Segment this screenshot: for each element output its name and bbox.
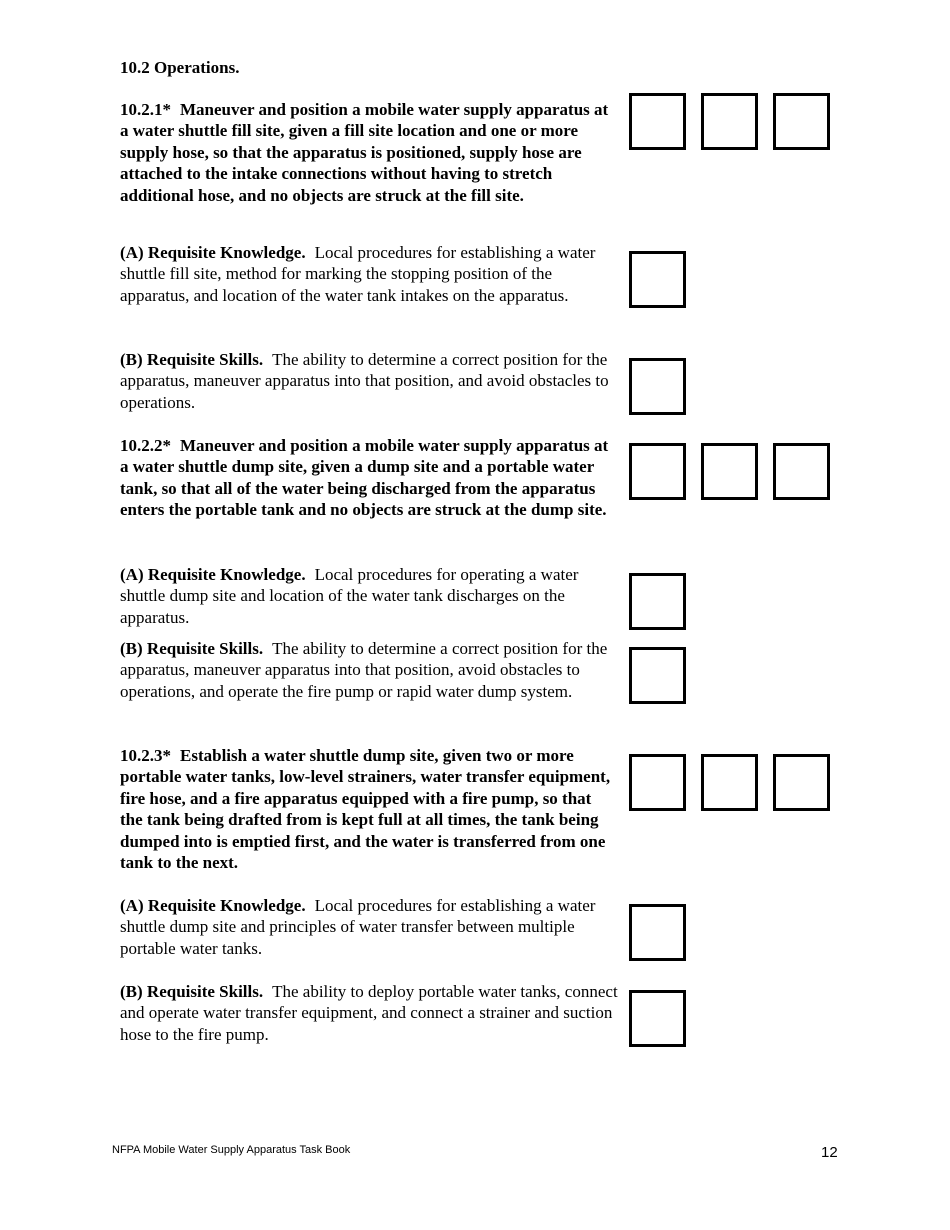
jpr-text: Maneuver and position a mobile water supply apparatus at a water shuttle dump site, given a dump site and a portable water tank, so that all of the water being discharged from the apparatus enters the portable tank and no objects are struck at the dump site. (120, 436, 609, 520)
signoff-checkbox[interactable] (629, 251, 686, 308)
jpr-10-2-3 (120, 745, 618, 873)
signoff-boxes-skills-10-2-3 (629, 990, 686, 1047)
section-heading: 10.2 Operations. (120, 58, 240, 77)
signoff-checkbox[interactable] (629, 647, 686, 704)
signoff-checkbox[interactable] (629, 358, 686, 415)
signoff-boxes-knowledge-10-2-2 (629, 573, 686, 630)
signoff-checkbox[interactable] (629, 754, 686, 811)
signoff-checkbox[interactable] (701, 93, 758, 150)
signoff-boxes-skills-10-2-2 (629, 647, 686, 704)
signoff-checkbox[interactable] (701, 443, 758, 500)
skills-label: (B) Requisite Skills. (120, 350, 264, 369)
signoff-boxes-10-2-3 (629, 754, 830, 811)
signoff-checkbox[interactable] (629, 904, 686, 961)
signoff-checkbox[interactable] (701, 754, 758, 811)
requisite-skills-10-2-1 (120, 349, 618, 413)
knowledge-label: (A) Requisite Knowledge. (120, 565, 306, 584)
jpr-text: Maneuver and position a mobile water supply apparatus at a water shuttle fill site, given a fill site location and one or more supply hose, so that the apparatus is positioned, supply hose are attached to the intake connections without having to stretch additional hose, and no objects are struck at the fill site. (120, 100, 609, 205)
knowledge-label: (A) Requisite Knowledge. (120, 243, 306, 262)
skills-text: The ability to determine a correct position for the apparatus, maneuver apparatus into that position, avoid obstacles to operations, and operate the fire pump or rapid water dump system. (120, 639, 608, 701)
signoff-checkbox[interactable] (629, 573, 686, 630)
jpr-10-2-1 (120, 99, 618, 206)
signoff-boxes-10-2-2 (629, 443, 830, 500)
knowledge-text: Local procedures for establishing a water shuttle dump site and principles of water transfer between multiple portable water tanks. (120, 896, 596, 958)
signoff-boxes-knowledge-10-2-1 (629, 251, 686, 308)
signoff-checkbox[interactable] (629, 93, 686, 150)
footer-title: NFPA Mobile Water Supply Apparatus Task Book (112, 1144, 351, 1156)
signoff-checkbox[interactable] (773, 93, 830, 150)
jpr-number: 10.2.3* (120, 746, 171, 765)
jpr-number: 10.2.1* (120, 100, 171, 119)
signoff-checkbox[interactable] (773, 443, 830, 500)
knowledge-text: Local procedures for operating a water shuttle dump site and location of the water tank discharges on the apparatus. (120, 565, 579, 627)
signoff-boxes-knowledge-10-2-3 (629, 904, 686, 961)
requisite-skills-10-2-3 (120, 981, 618, 1045)
skills-text: The ability to determine a correct position for the apparatus, maneuver apparatus into that position, and avoid obstacles to operations. (120, 350, 609, 412)
knowledge-text: Local procedures for establishing a water shuttle fill site, method for marking the stopping position of the apparatus, and location of the water tank intakes on the apparatus. (120, 243, 596, 305)
requisite-knowledge-10-2-2 (120, 564, 618, 628)
page-number: 12 (821, 1144, 838, 1161)
jpr-10-2-2 (120, 435, 618, 521)
signoff-checkbox[interactable] (629, 443, 686, 500)
knowledge-label: (A) Requisite Knowledge. (120, 896, 306, 915)
requisite-knowledge-10-2-3 (120, 895, 618, 959)
requisite-knowledge-10-2-1 (120, 242, 618, 306)
signoff-checkbox[interactable] (629, 990, 686, 1047)
jpr-number: 10.2.2* (120, 436, 171, 455)
signoff-boxes-skills-10-2-1 (629, 358, 686, 415)
skills-text: The ability to deploy portable water tanks, connect and operate water transfer equipment, and connect a strainer and suction hose to the fire pump. (120, 982, 618, 1044)
signoff-checkbox[interactable] (773, 754, 830, 811)
skills-label: (B) Requisite Skills. (120, 639, 264, 658)
requisite-skills-10-2-2 (120, 638, 618, 702)
signoff-boxes-10-2-1 (629, 93, 830, 150)
jpr-text: Establish a water shuttle dump site, given two or more portable water tanks, low-level strainers, water transfer equipment, fire hose, and a fire apparatus equipped with a fire pump, so that the tank being drafted from is kept full at all times, the tank being dumped into is emptied first, and the water is transferred from one tank to the next. (120, 746, 611, 873)
skills-label: (B) Requisite Skills. (120, 982, 264, 1001)
